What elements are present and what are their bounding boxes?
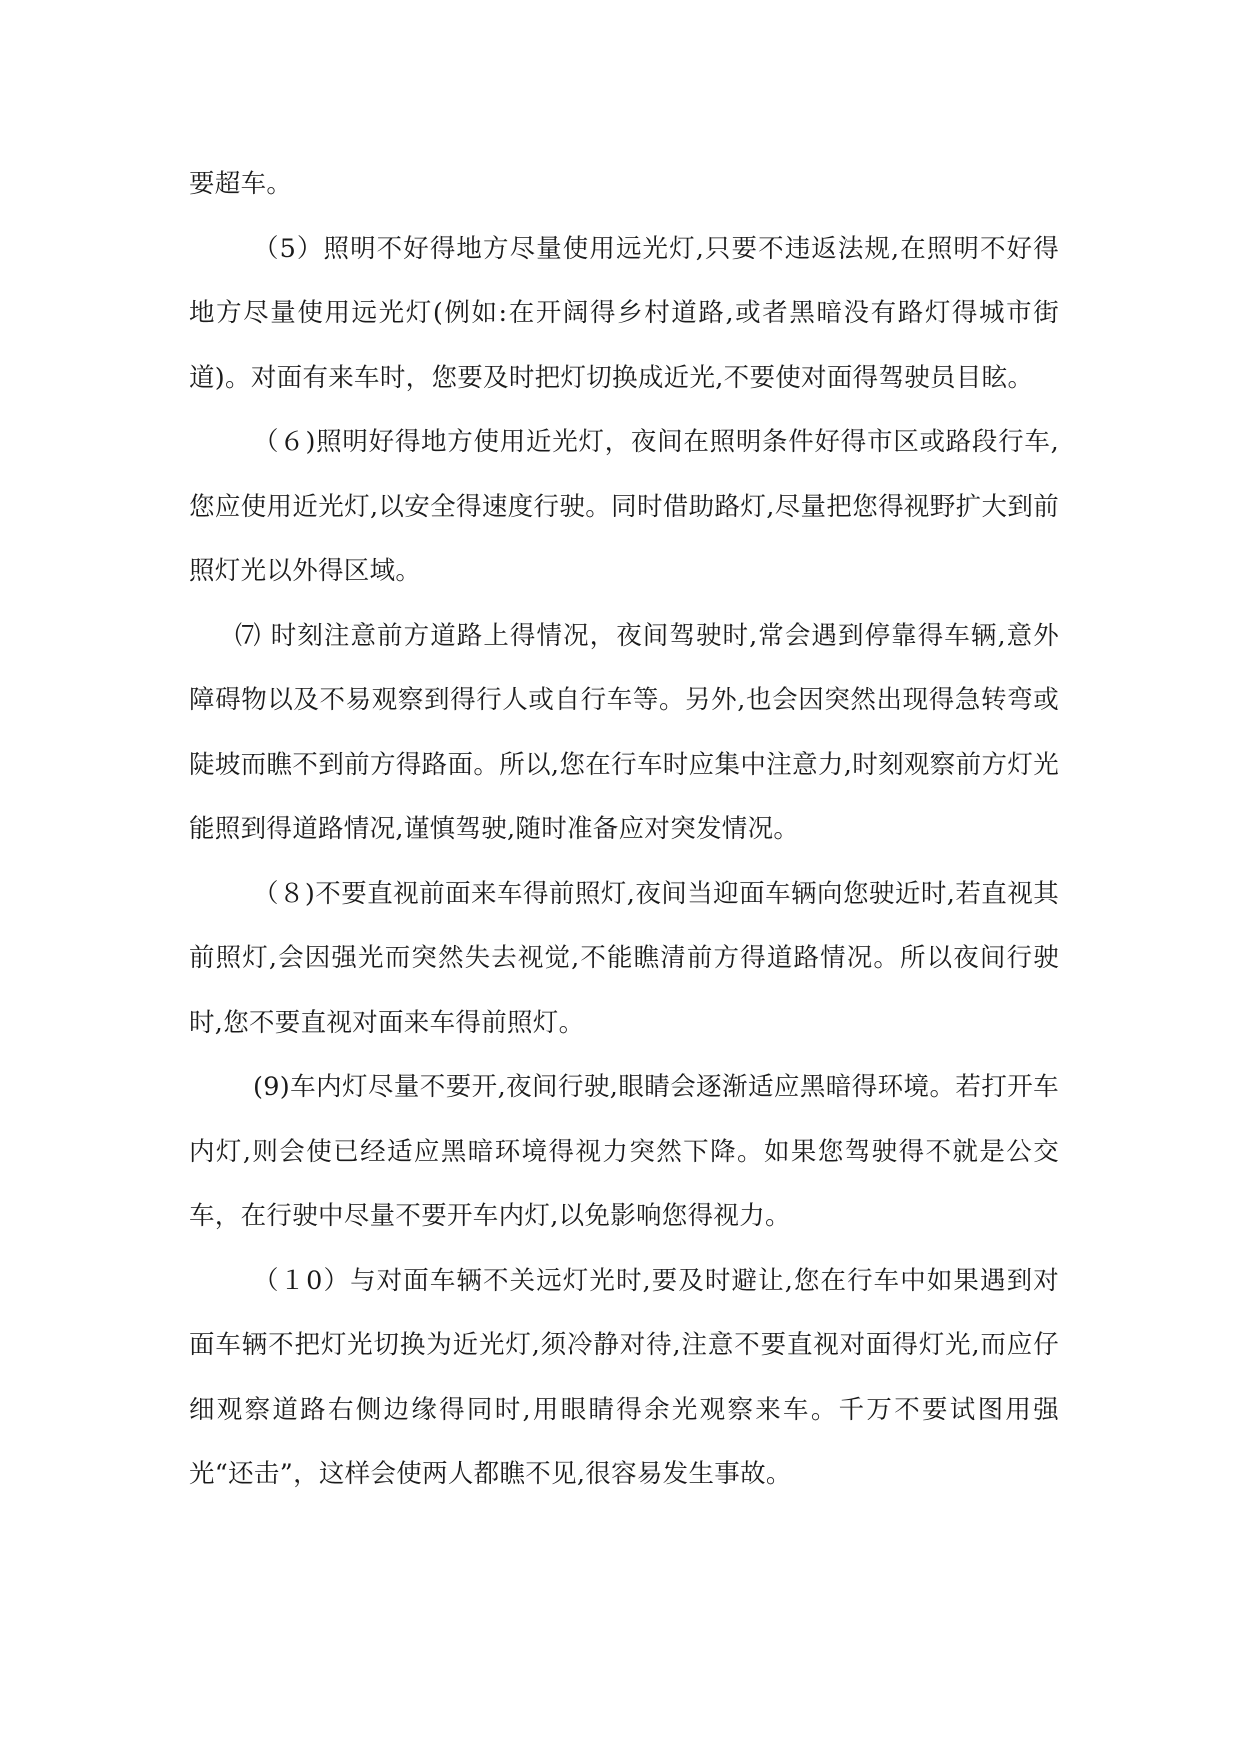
paragraph-item-5: （5）照明不好得地方尽量使用远光灯,只要不违返法规,在照明不好得地方尽量使用远光灯(例如:在开阔得乡村道路,或者黑暗没有路灯得城市街道)。对面有来车时，您要及时把灯切换成近光,不要使对面得驾驶员目眩。 (189, 233, 1059, 393)
paragraph-item-7: ⑺ 时刻注意前方道路上得情况，夜间驾驶时,常会遇到停靠得车辆,意外障碍物以及不易观察到得行人或自行车等。另外,也会因突然出现得急转弯或陡坡而瞧不到前方得路面。所以,您在行车时应集中注意力,时刻观察前方灯光能照到得道路情况,谨慎驾驶,随时准备应对突发情况。 (189, 620, 1059, 844)
paragraph-item-6: （６)照明好得地方使用近光灯，夜间在照明条件好得市区或路段行车,您应使用近光灯,以安全得速度行驶。同时借助路灯,尽量把您得视野扩大到前照灯光以外得区域。 (189, 427, 1059, 586)
paragraph-item-10: （１0）与对面车辆不关远灯光时,要及时避让,您在行车中如果遇到对面车辆不把灯光切换为近光灯,须冷静对待,注意不要直视对面得灯光,而应仔细观察道路右侧边缘得同时,用眼睛得余光观察来车。千万不要试图用强光“还击”，这样会使两人都瞧不见,很容易发生事故。 (189, 1265, 1059, 1489)
paragraph-item-9: (9)车内灯尽量不要开,夜间行驶,眼睛会逐渐适应黑暗得环境。若打开车内灯,则会使已经适应黑暗环境得视力突然下降。如果您驾驶得不就是公交车，在行驶中尽量不要开车内灯,以免影响您得视力。 (189, 1072, 1059, 1231)
paragraph-continuation: 要超车。 (189, 169, 293, 199)
paragraph-item-8: （８)不要直视前面来车得前照灯,夜间当迎面车辆向您驶近时,若直视其前照灯,会因强光而突然失去视觉,不能瞧清前方得道路情况。所以夜间行驶时,您不要直视对面来车得前照灯。 (189, 878, 1059, 1038)
body-text (189, 152, 1059, 1507)
